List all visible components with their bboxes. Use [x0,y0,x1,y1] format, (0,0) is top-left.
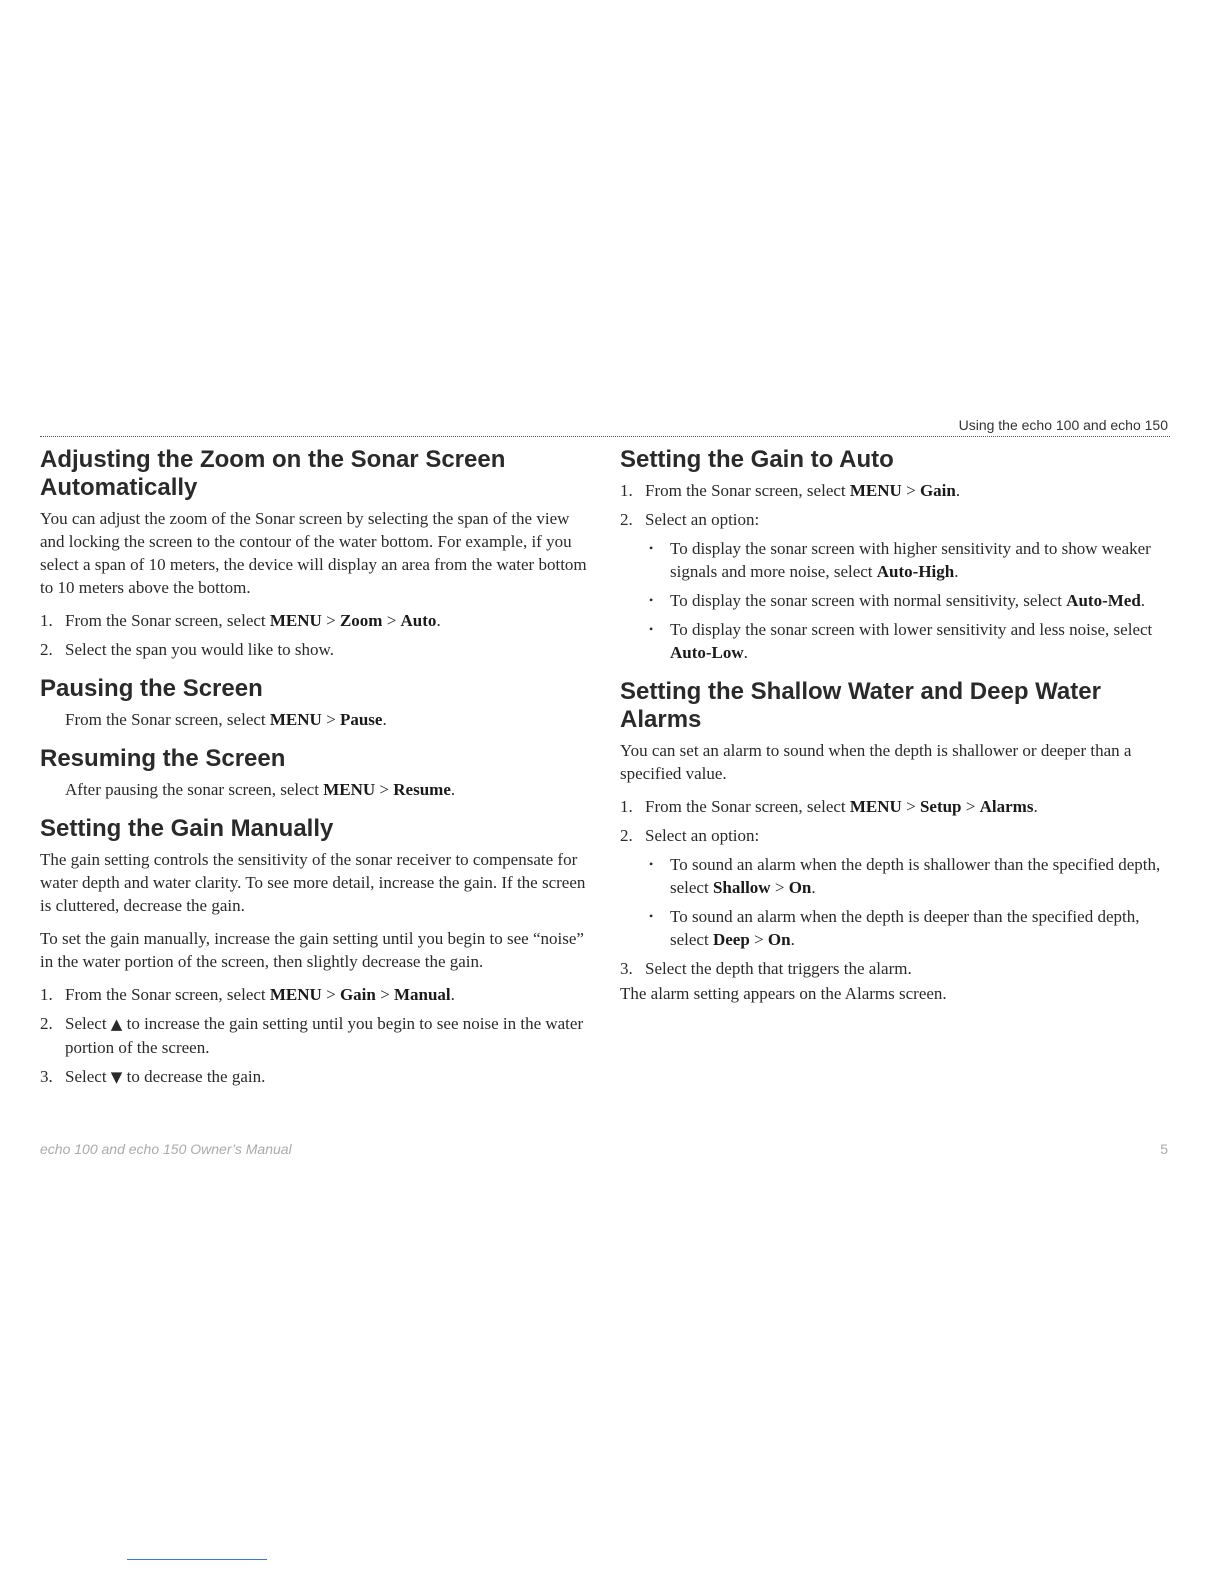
deep-keyword: Deep [712,930,750,949]
step-text: From the Sonar screen, select [65,710,270,729]
zoom-steps [40,609,592,661]
gain-auto-steps [620,479,1172,664]
down-arrow-icon: ▼ [110,1068,123,1086]
bullet: • [649,541,654,555]
step-number: 2. [40,1014,53,1033]
setup-keyword: Setup [919,797,962,816]
footer-manual-title: echo 100 and echo 150 Owner’s Manual [40,1141,292,1157]
punctuation: . [811,878,816,897]
auto-low-keyword: Auto-Low [670,643,744,662]
punctuation: . [1033,797,1038,816]
zoom-step-1 [40,609,592,632]
step-number: 2. [40,640,53,659]
step-text: From the Sonar screen, select [65,985,270,1004]
auto-high-keyword: Auto-High [876,562,955,581]
step-text: Select the depth that triggers the alarm. [645,959,912,978]
pause-keyword: Pause [339,710,383,729]
step-text: From the Sonar screen, select [645,797,850,816]
option-auto-med [645,589,1172,612]
resume-keyword: Resume [393,780,451,799]
section-gain-auto [620,446,1172,664]
header-divider [40,436,1170,437]
gain-auto-step-2 [620,508,1172,664]
running-header: Using the echo 100 and echo 150 [958,417,1168,433]
bullet: • [649,909,654,923]
menu-keyword: MENU [269,611,322,630]
right-column [620,446,1172,1019]
punctuation: . [790,930,795,949]
bullet: • [649,593,654,607]
option-text: To sound an alarm when the depth is deeper than the specified depth, select [670,907,1140,949]
step-number: 3. [620,959,633,978]
manual-keyword: Manual [393,985,451,1004]
separator: > [901,481,920,500]
heading-resuming: Resuming the Screen [40,745,286,772]
alarms-step-1 [620,795,1172,818]
separator: > [321,985,340,1004]
pause-instruction [40,708,592,731]
gain-manual-step-3 [40,1065,592,1089]
separator: > [961,797,980,816]
heading-zoom-auto: Adjusting the Zoom on the Sonar Screen Automatically [40,446,506,501]
punctuation: . [450,780,456,799]
option-auto-low [645,618,1172,664]
step-text: After pausing the sonar screen, select [65,780,324,799]
step-number: 1. [620,797,633,816]
step-text: Select [65,1014,111,1033]
separator: > [749,930,768,949]
alarms-step-2 [620,824,1172,951]
section-alarms [620,678,1172,1005]
separator: > [770,878,789,897]
zoom-description: You can adjust the zoom of the Sonar screen by selecting the span of the view and locking the screen to the contour of the water bottom. For example, if you select a span of 10 meters, the device will display an area from the water bottom to 10 meters above the bottom. [40,509,587,597]
gain-manual-step-1 [40,983,592,1006]
resume-instruction [40,778,592,801]
alarms-steps [620,795,1172,980]
step-text: Select [65,1067,111,1086]
menu-keyword: MENU [323,780,376,799]
punctuation: . [436,611,441,630]
separator: > [375,780,394,799]
separator: > [321,611,340,630]
zoom-keyword: Zoom [339,611,383,630]
punctuation: . [955,481,961,500]
alarms-step-3 [620,957,1172,980]
gain-keyword: Gain [919,481,956,500]
option-auto-high [645,537,1172,583]
step-text: From the Sonar screen, select [645,481,850,500]
step-number: 3. [40,1067,53,1086]
gain-manual-instruction: To set the gain manually, increase the gain setting until you begin to see “noise” in the water portion of the screen, then slightly decrease the gain. [40,929,584,971]
step-number: 1. [40,611,53,630]
gain-manual-steps [40,983,592,1089]
step-text: Select an option: [645,826,760,845]
punctuation: . [1140,591,1146,610]
up-arrow-icon: ▲ [110,1015,123,1033]
alarms-closing: The alarm setting appears on the Alarms screen. [620,984,947,1003]
page-number: 5 [1160,1141,1168,1157]
option-text: To display the sonar screen with higher sensitivity and to show weaker signals and more noise, select [670,539,1151,581]
punctuation: . [743,643,748,662]
bottom-rule [127,1559,267,1560]
option-deep [645,905,1172,951]
section-resuming [40,745,592,801]
gain-manual-description: The gain setting controls the sensitivity of the sonar receiver to compensate for water depth and water clarity. To see more detail, increase the gain. If the screen is cluttered, decrease the gain. [40,850,586,915]
step-text: Select the span you would like to show. [65,640,334,659]
separator: > [321,710,340,729]
step-number: 1. [40,985,53,1004]
separator: > [901,797,920,816]
section-gain-manual [40,815,592,1089]
punctuation: . [954,562,959,581]
gain-keyword: Gain [339,985,376,1004]
gain-auto-step-1 [620,479,1172,502]
on-keyword: On [767,930,791,949]
option-text: To display the sonar screen with normal sensitivity, select [670,591,1067,610]
step-number: 1. [620,481,633,500]
menu-keyword: MENU [269,710,322,729]
heading-gain-manual: Setting the Gain Manually [40,815,334,842]
auto-med-keyword: Auto-Med [1066,591,1141,610]
on-keyword: On [788,878,812,897]
punctuation: . [450,985,455,1004]
punctuation: . [382,710,387,729]
step-text: Select an option: [645,510,760,529]
heading-alarms: Setting the Shallow Water and Deep Water Alarms [620,678,1101,733]
option-text: To display the sonar screen with lower sensitivity and less noise, select [670,620,1153,639]
bullet: • [649,622,654,636]
alarms-keyword: Alarms [979,797,1034,816]
menu-keyword: MENU [849,481,902,500]
separator: > [375,985,394,1004]
step-text: to increase the gain setting until you begin to see noise in the water portion of the screen. [65,1014,584,1057]
menu-keyword: MENU [269,985,322,1004]
bullet: • [649,857,654,871]
step-text: From the Sonar screen, select [65,611,270,630]
section-zoom-auto [40,446,592,661]
option-shallow [645,853,1172,899]
zoom-step-2 [40,638,592,661]
separator: > [382,611,401,630]
heading-pausing: Pausing the Screen [40,675,263,702]
gain-auto-options [645,537,1172,664]
step-number: 2. [620,826,633,845]
menu-keyword: MENU [849,797,902,816]
shallow-keyword: Shallow [712,878,771,897]
alarms-options [645,853,1172,951]
section-pausing [40,675,592,731]
left-column [40,446,592,1103]
auto-keyword: Auto [400,611,437,630]
option-text: To sound an alarm when the depth is shallower than the specified depth, select [670,855,1161,897]
step-text: to decrease the gain. [122,1067,266,1086]
gain-manual-step-2 [40,1012,592,1059]
alarms-description: You can set an alarm to sound when the depth is shallower or deeper than a specified value. [620,741,1132,783]
heading-gain-auto: Setting the Gain to Auto [620,446,894,473]
step-number: 2. [620,510,633,529]
